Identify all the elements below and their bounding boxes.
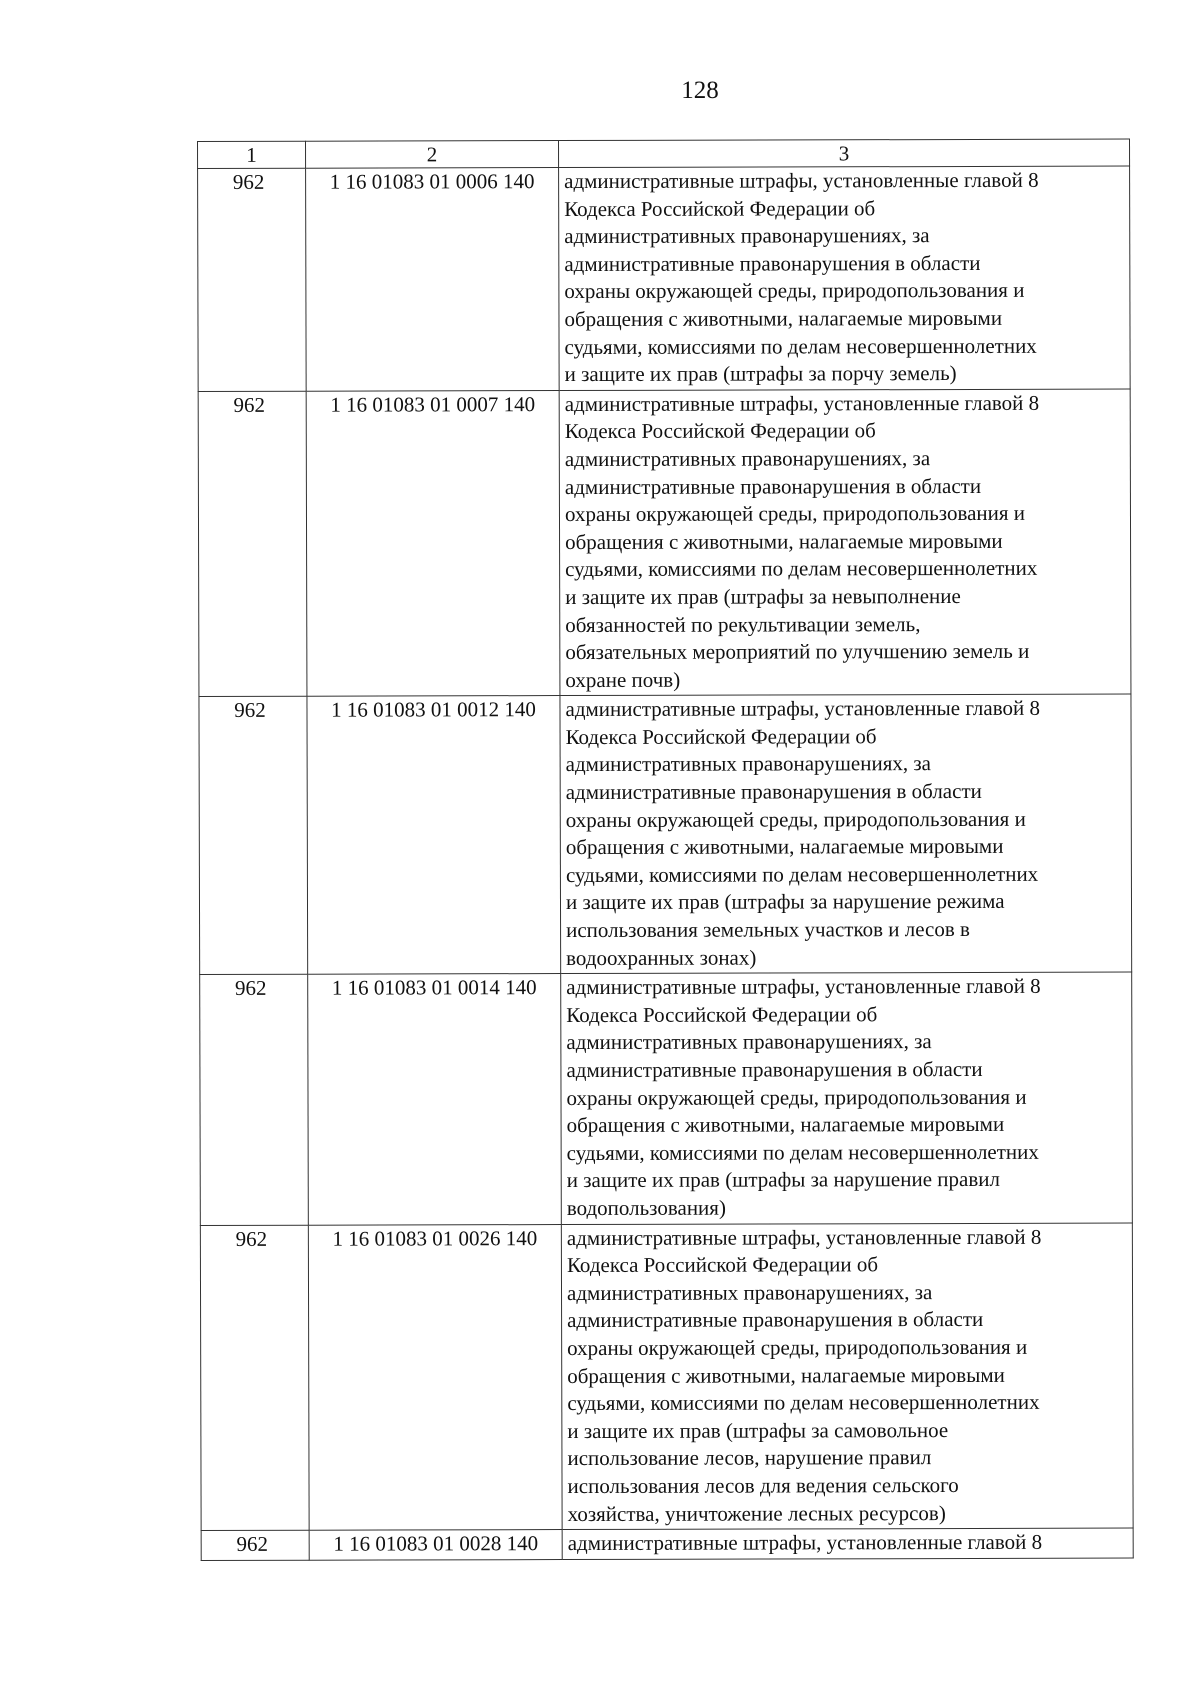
- description-line: Кодекса Российской Федерации об: [566, 1002, 878, 1027]
- description-line: административные штрафы, установленные главой 8: [564, 167, 1039, 194]
- table-row: [199, 694, 1132, 974]
- description-cell: [559, 389, 1131, 696]
- description-line: судьями, комиссиями по делам несовершеннолетних: [567, 1389, 1040, 1416]
- description-cell: [561, 972, 1133, 1224]
- description-cell: [561, 1223, 1133, 1530]
- header-col-2: 2: [306, 141, 559, 169]
- description-line: административные штрафы, установленные главой 8: [565, 696, 1040, 722]
- description-line: обращения с животными, налагаемые мировыми: [565, 834, 1004, 860]
- description-line: административных правонарушениях, за: [566, 1029, 932, 1055]
- description-line: хозяйства, уничтожение лесных ресурсов): [567, 1500, 946, 1526]
- description-line: административные штрафы, установленные главой 8: [567, 1529, 1043, 1556]
- description-line: водоохранных зонах): [566, 945, 757, 970]
- admin-code-cell: 962: [200, 1225, 309, 1531]
- header-col-3: 3: [559, 139, 1130, 167]
- description-line: и защите их прав (штрафы за нарушение режима: [565, 889, 1005, 915]
- description-line: обязанностей по рекультивации земель,: [565, 611, 921, 637]
- description-line: судьями, комиссиями по делам несовершеннолетних: [565, 556, 1038, 582]
- description-line: судьями, комиссиями по делам несовершеннолетних: [566, 1139, 1039, 1165]
- table-body: [198, 166, 1134, 1560]
- description-line: охраны окружающей среды, природопользования и: [564, 278, 1025, 304]
- description-line: административных правонарушениях, за: [566, 1279, 933, 1305]
- description-line: Кодекса Российской Федерации об: [565, 724, 877, 749]
- kbk-code-cell: 1 16 01083 01 0026 140: [308, 1224, 562, 1530]
- description-line: административные правонарушения в области: [564, 250, 981, 276]
- description-line: обращения с животными, налагаемые мировыми: [565, 528, 1003, 554]
- description-line: охраны окружающей среды, природопользования и: [564, 500, 1026, 527]
- admin-code-cell: 962: [200, 974, 309, 1225]
- description-line: административных правонарушениях, за: [565, 751, 931, 777]
- description-cell: [562, 1528, 1133, 1559]
- description-cell: [559, 166, 1131, 390]
- description-line: и защите их прав (штрафы за самовольное: [567, 1417, 949, 1443]
- description-line: административные правонарушения в области: [565, 779, 982, 805]
- description-line: охране почв): [565, 667, 681, 692]
- description-line: охраны окружающей среды, природопользования и: [565, 806, 1026, 832]
- table-row: [200, 972, 1133, 1225]
- description-line: охраны окружающей среды, природопользования и: [567, 1334, 1028, 1360]
- kbk-code-cell: 1 16 01083 01 0028 140: [309, 1530, 562, 1560]
- description-line: и защите их прав (штрафы за нарушение правил: [566, 1167, 1001, 1193]
- kbk-code-cell: 1 16 01083 01 0014 140: [308, 974, 562, 1225]
- description-line: и защите их прав (штрафы за невыполнение: [565, 583, 961, 609]
- admin-code-cell: 962: [199, 696, 308, 974]
- description-line: охраны окружающей среды, природопользования и: [566, 1084, 1027, 1110]
- table-header-row: [198, 139, 1130, 168]
- description-line: Кодекса Российской Федерации об: [564, 195, 876, 221]
- kbk-code-cell: 1 16 01083 01 0006 140: [306, 168, 560, 391]
- description-line: использования лесов для ведения сельского: [567, 1472, 959, 1498]
- description-line: обращения с животными, налагаемые мировыми: [564, 305, 1003, 332]
- kbk-code-cell: 1 16 01083 01 0007 140: [306, 390, 560, 696]
- description-line: Кодекса Российской Федерации об: [564, 418, 876, 444]
- description-line: административные правонарушения в области: [567, 1307, 984, 1333]
- description-line: административные правонарушения в области: [566, 1056, 983, 1083]
- header-col-1: 1: [198, 141, 306, 168]
- description-line: обращения с животными, налагаемые мировыми: [567, 1362, 1005, 1388]
- description-cell: [560, 694, 1132, 973]
- description-line: административных правонарушениях, за: [564, 446, 931, 471]
- admin-code-cell: 962: [198, 168, 307, 391]
- description-line: судьями, комиссиями по делам несовершеннолетних: [565, 861, 1039, 887]
- description-line: административных правонарушениях, за: [564, 223, 930, 249]
- table-row: [198, 166, 1131, 391]
- kbk-code-cell: 1 16 01083 01 0012 140: [307, 696, 561, 975]
- table-row: [200, 1223, 1133, 1531]
- description-line: административные правонарушения в области: [564, 473, 982, 499]
- description-line: использования земельных участков и лесов в: [566, 917, 970, 943]
- budget-codes-table: [197, 139, 1134, 1561]
- table-row: [201, 1528, 1133, 1560]
- description-line: обращения с животными, налагаемые мировыми: [566, 1112, 1005, 1138]
- description-line: водопользования): [566, 1195, 726, 1221]
- table-row: [198, 389, 1131, 697]
- description-line: административные штрафы, установленные главой 8: [566, 974, 1041, 1000]
- description-line: использование лесов, нарушение правил: [567, 1445, 932, 1471]
- description-line: административные штрафы, установленные главой 8: [566, 1224, 1042, 1250]
- description-line: Кодекса Российской Федерации об: [566, 1252, 879, 1278]
- admin-code-cell: 962: [198, 391, 307, 697]
- description-line: и защите их прав (штрафы за порчу земель): [564, 361, 957, 387]
- description-line: обязательных мероприятий по улучшению земель и: [565, 638, 1030, 665]
- description-line: административные штрафы, установленные главой 8: [564, 390, 1040, 416]
- admin-code-cell: 962: [201, 1530, 309, 1560]
- description-line: судьями, комиссиями по делам несовершеннолетних: [564, 333, 1037, 359]
- page-number: 128: [681, 77, 719, 104]
